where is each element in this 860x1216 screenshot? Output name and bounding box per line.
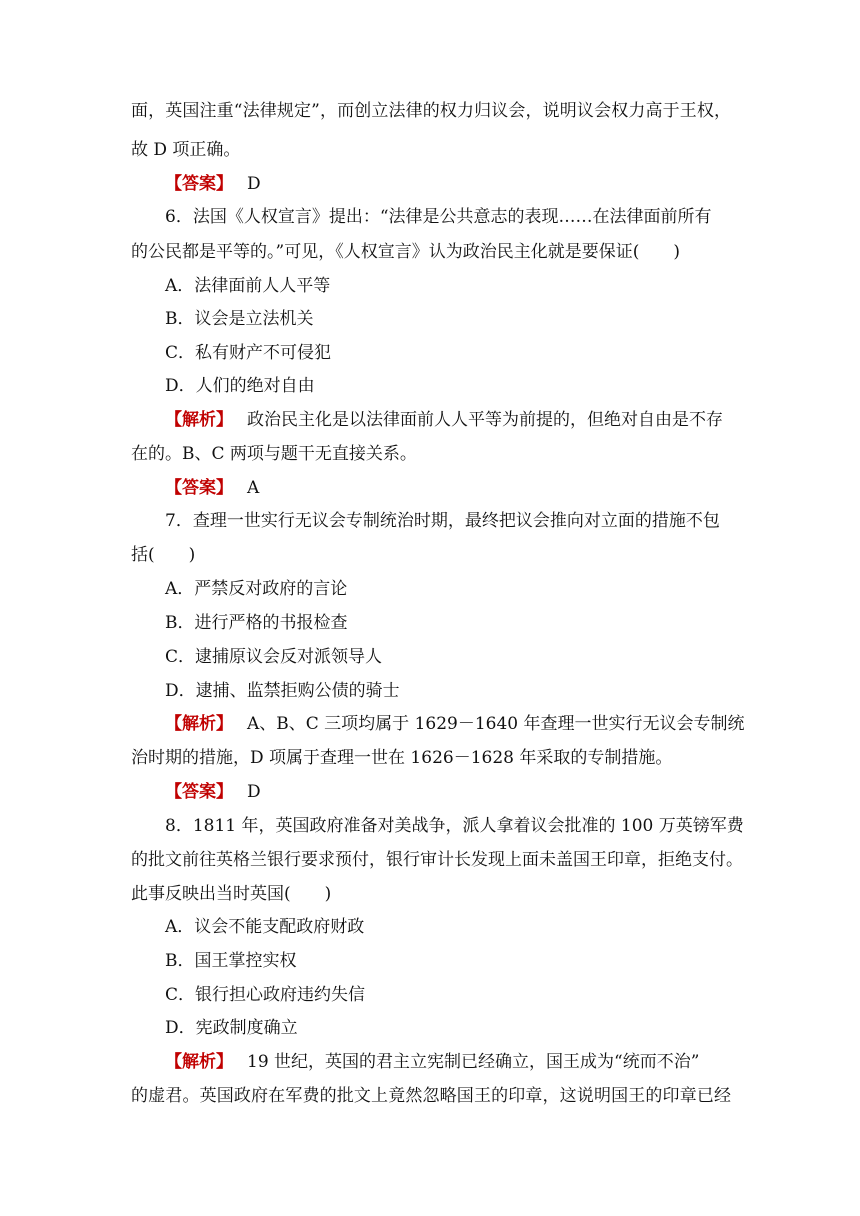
question-6-line: 6．法国《人权宣言》提出：“法律是公共意志的表现……在法律面前所有 xyxy=(165,207,712,227)
question-8-line: 8．1811 年，英国政府准备对美战争，派人拿着议会批准的 100 万英镑军费 xyxy=(165,816,744,836)
question-6-line: 的公民都是平等的。”可见，《人权宣言》认为政治民主化就是要保证( ) xyxy=(131,242,680,262)
analysis-line: 在的。B、C 两项与题干无直接关系。 xyxy=(131,444,417,464)
option-d: D．人们的绝对自由 xyxy=(165,376,315,396)
option-a: A．法律面前人人平等 xyxy=(165,276,331,296)
analysis-label: 【解析】 xyxy=(165,714,233,734)
question-8-line: 的批文前往英格兰银行要求预付，银行审计长发现上面未盖国王印章，拒绝支付。 xyxy=(131,850,743,870)
analysis-label: 【解析】 xyxy=(165,410,233,430)
option-d: D．宪政制度确立 xyxy=(165,1018,298,1038)
option-b: B．进行严格的书报检查 xyxy=(165,613,348,633)
answer-value: D xyxy=(247,174,261,194)
answer-q5 xyxy=(165,172,765,196)
answer-value: A xyxy=(247,478,260,498)
option-d: D．逮捕、监禁拒购公债的骑士 xyxy=(165,681,400,701)
question-7-line: 7．查理一世实行无议会专制统治时期，最终把议会推向对立面的措施不包 xyxy=(165,511,720,531)
option-c: C．私有财产不可侵犯 xyxy=(165,343,332,363)
option-c: C．逮捕原议会反对派领导人 xyxy=(165,647,383,667)
answer-value: D xyxy=(247,782,261,802)
answer-q6 xyxy=(165,476,765,500)
text-line: 面，英国注重“法律规定”，而创立法律的权力归议会，说明议会权力高于王权， xyxy=(131,101,731,121)
analysis-q7 xyxy=(165,712,765,736)
answer-label: 【答案】 xyxy=(165,782,233,802)
text-line: 故 D 项正确。 xyxy=(131,140,241,160)
question-7-line: 括( ) xyxy=(131,545,196,565)
answer-label: 【答案】 xyxy=(165,174,233,194)
analysis-q6 xyxy=(165,408,765,432)
analysis-line: 治时期的措施，D 项属于查理一世在 1626－1628 年采取的专制措施。 xyxy=(131,748,673,768)
option-c: C．银行担心政府违约失信 xyxy=(165,985,366,1005)
analysis-text: A、B、C 三项均属于 1629－1640 年查理一世实行无议会专制统 xyxy=(247,714,745,734)
answer-q7 xyxy=(165,780,765,804)
analysis-text: 19 世纪，英国的君主立宪制已经确立，国王成为“统而不治” xyxy=(247,1052,700,1072)
analysis-q8 xyxy=(165,1050,765,1074)
analysis-label: 【解析】 xyxy=(165,1052,233,1072)
option-a: A．严禁反对政府的言论 xyxy=(165,579,348,599)
answer-label: 【答案】 xyxy=(165,478,233,498)
option-b: B．议会是立法机关 xyxy=(165,309,314,329)
analysis-text: 政治民主化是以法律面前人人平等为前提的，但绝对自由是不存 xyxy=(247,410,723,430)
option-a: A．议会不能支配政府财政 xyxy=(165,917,365,937)
analysis-line: 的虚君。英国政府在军费的批文上竟然忽略国王的印章，这说明国王的印章已经 xyxy=(131,1086,731,1106)
option-b: B．国王掌控实权 xyxy=(165,951,297,971)
question-8-line: 此事反映出当时英国( ) xyxy=(131,884,332,904)
